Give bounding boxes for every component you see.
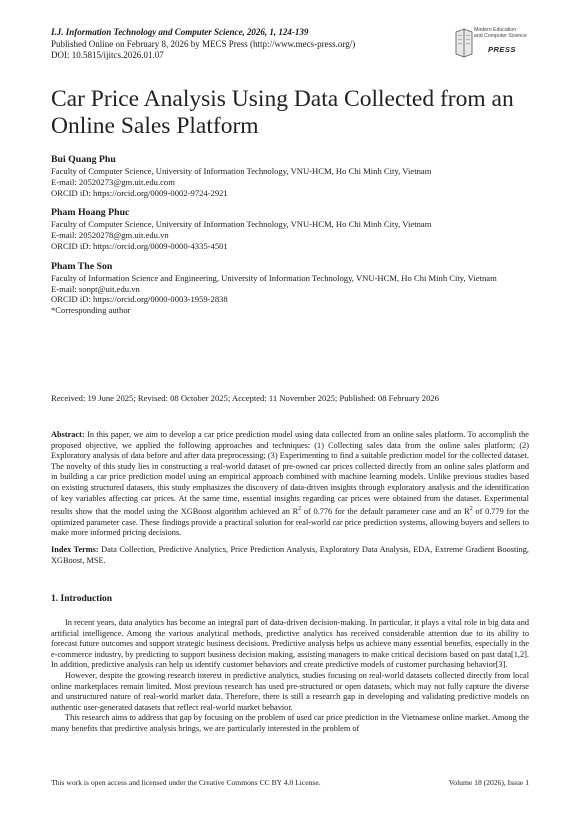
license-note: This work is open access and licensed under the Creative Commons CC BY 4.0 License. (51, 778, 321, 787)
section-heading: 1. Introduction (51, 594, 113, 604)
author-orcid: ORCID iD: https://orcid.org/0009-0000-4335-4501 (51, 240, 228, 251)
abstract-label: Abstract: (51, 430, 85, 439)
body-text (51, 618, 529, 735)
journal-name: I.J. Information Technology and Computer Science, 2026, 1, 124-139 (51, 27, 309, 37)
index-terms-label: Index Terms: (51, 545, 99, 554)
author-list (51, 153, 541, 324)
author-email: E-mail: sonpt@uit.edu.vn (51, 283, 140, 294)
corresponding-author-note: *Corresponding author (51, 305, 131, 316)
volume-issue: Volume 18 (2026), Issue 1 (448, 778, 529, 787)
doi: DOI: 10.5815/ijitcs.2026.01.07 (51, 50, 164, 60)
logo-press: PRESS (488, 45, 516, 54)
index-terms (51, 545, 529, 566)
journal-header (51, 27, 451, 62)
author-affiliation: Faculty of Computer Science, University of Information Technology, VNU-HCM, Ho Chi Minh City, Vietnam (51, 219, 432, 230)
author-block (51, 153, 541, 198)
author-name: Pham Hoang Phuc (51, 207, 130, 219)
author-block (51, 260, 541, 316)
book-icon (454, 28, 474, 58)
author-orcid: ORCID iD: https://orcid.org/0000-0003-1959-2838 (51, 294, 228, 305)
logo-line-1: Modern Education (474, 27, 517, 33)
author-name: Bui Quang Phu (51, 154, 116, 165)
logo-text (474, 28, 527, 39)
abstract-text-b: of 0.776 for the default parameter case and an R (301, 506, 470, 516)
paragraph: This research aims to address that gap by focusing on the problem of used car price prediction in the Vietnamese online market. Among the many benefits that predictive analysis brings, we are particularly interested in the problem of (51, 713, 529, 733)
superscript: 2 (469, 506, 473, 513)
author-affiliation: Faculty of Information Science and Engineering, University of Information Technology, VNU-HCM, Ho Chi Minh City, Vietnam (51, 272, 497, 283)
abstract-text-c: of 0.779 for the optimized parameter case. These findings provide a practical solution for real-world car price prediction systems, allowing buyers and sellers to make more informed pricing decisions. (51, 506, 530, 538)
publication-info: Published Online on February 8, 2026 by MECS Press (http://www.mecs-press.org/) (51, 38, 356, 49)
paragraph: However, despite the growing research interest in predictive analytics, studies focusing on real-world datasets collected directly from local online marketplaces remain limited. Most previous research has used pre-structured or open datasets, which may not fully capture the diverse and unstructured nature of real-world market data. Therefore, there is still a research gap in developing and validating predictive models on authentic user-generated datasets that reflect real-world market behavior. (51, 670, 529, 712)
abstract-text-a: In this paper, we aim to develop a car price prediction model using data collected from an online sales platform. To accomplish the proposed objective, we applied the following approaches and techniques: (1) Collecting sales data from the online sales platform; (2) Exploratory analysis of data before and after data preprocessing; (3) Experimenting to find a suitable prediction model for the collected dataset. The novelty of this study lies in constructing a real-world dataset of pre-owned car prices collected directly from an online sales platform and in building a car price prediction model using an empirical approach combined with machine learning models. Unlike previous studies based on existing structured datasets, this study emphasizes the discovery of data-driven insights through exploratory analysis and the identification of key variables affecting car prices. At the same time, essential insights regarding car prices were obtained from the dataset. Experimental results show that the model using the XGBoost algorithm achieved an R (51, 430, 529, 516)
author-orcid: ORCID iD: https://orcid.org/0009-0002-9724-2921 (51, 187, 228, 198)
author-name: Pham The Son (51, 260, 113, 272)
author-block (51, 206, 541, 251)
paragraph: In recent years, data analytics has become an integral part of data-driven decision-making. In particular, it plays a vital role in big data and artificial intelligence. Among the various analytical methods, predictive analytics has received considerable attention due to its ability to forecast future outcomes and support strategic business decisions. Predictive analysis helps us achieve many essential benefits, especially in the e-commerce industry, by predicting to support business decision making, assisting managers to make critical decisions based on past data[1,2]. In addition, predictive analysis can help us identify customer behaviors and create predictive models of customer purchasing behavior[3]. (51, 618, 529, 670)
logo-line-2: and Computer Science (474, 32, 527, 39)
abstract (51, 430, 529, 539)
author-email: E-mail: 20520278@gm.uit.edu.vn (51, 230, 169, 241)
author-email: E-mail: 20520273@gm.uit.edu.com (51, 176, 175, 187)
author-affiliation: Faculty of Computer Science, University of Information Technology, VNU-HCM, Ho Chi Minh City, Vietnam (51, 166, 432, 176)
publication-dates: Received: 19 June 2025; Revised: 08 October 2025; Accepted: 11 November 2025; Published: 08 February 2026 (51, 393, 439, 403)
index-terms-text: Data Collection, Predictive Analytics, Price Prediction Analysis, Exploratory Data Analysis, EDA, Extreme Gradient Boosting, XGBoost, MSE. (51, 545, 529, 565)
publisher-logo (454, 26, 532, 66)
superscript: 2 (298, 506, 302, 513)
paper-title: Car Price Analysis Using Data Collected from an Online Sales Platform (51, 86, 514, 139)
